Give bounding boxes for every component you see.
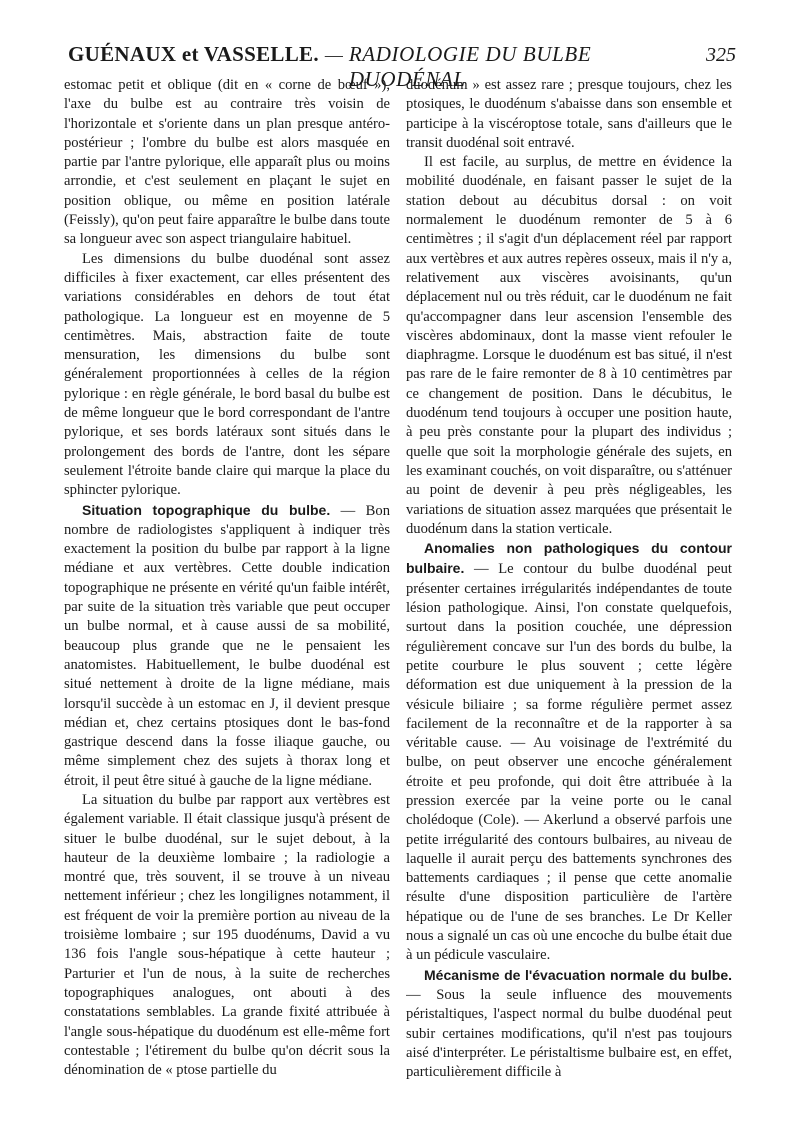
section-mecanisme: [406, 966, 732, 1083]
header-title: RADIOLOGIE DU BULBE DUODÉNAL: [348, 42, 592, 91]
paragraph: Il est facile, au surplus, de mettre en évidence la mobilité duodénale, en faisant passer le sujet de la station debout au décubitus dorsal : on voit normalement le duodénum remonter de 5 à 6 centimètres ; il s'agit d'un déplacement réel par rapport aux vertèbres et aux autres repères osseux, mais il n'y a, relativement aux viscères avoisinants, qu'un déplacement nul ou très réduit, car le duodénum ne fait qu'accompagner dans leur ascension l'ensemble des viscères abdominaux, dont la masse vient refouler le diaphragme. Lorsque le duodénum est bas situé, il n'est pas rare de le faire remonter de 8 à 10 centimètres par ce changement de position. Dans le décubitus, le duodénum tend toujours à occuper une position haute, à peu près constante pour la plupart des individus ; quelle que soit la morphologie générale des sujets, en les examinant couchés, on voit disparaître, ou s'atténuer au point de devenir à peu près négligeables, les variations de situation assez marquées que présentait le duodénum dans la station verticale.: [406, 154, 732, 537]
section-situation: [64, 501, 390, 791]
section-anomalies: [406, 539, 732, 966]
section-text: — Le contour du bulbe duodénal peut présenter certaines irrégularités indépendantes de toute lésion pathologique. Ainsi, l'on constate quelquefois, surtout dans la position couchée, une dépression régulièrement concave sur l'un des bords du bulbe, la petite courbure le plus souvent ; cette légère déformation est due uniquement à la pression de la vésicule biliaire ; sa forme régulière permet assez facilement de la reconnaître et de la rapporter à sa véritable cause. — Au voisinage de l'extrémité du bulbe, on peut observer une encoche généralement étroite et peu profonde, qui doit être attribuée à la pression exercée par la veine porte ou le canal cholédoque (Cole). — Akerlund a observé parfois une petite irrégularité des contours bulbaires, au niveau de laquelle il aurait perçu des battements synchrones des battements cardiaques ; il pense que cette anomalie résulte d'une disposition particulière de l'artère hépatique ou de l'une de ses branches. Le Dr Keller nous a signalé un cas où une encoche du bulbe était due à un pédicule vasculaire.: [406, 561, 732, 964]
section-title: Anomalies non pathologiques du contour bulbaire.: [406, 540, 732, 577]
paragraph: Les dimensions du bulbe duodénal sont assez difficiles à fixer exactement, car elles présentent des variations considérables en dehors de tout état pathologique. La longueur est en moyenne de 5 centimètres. Mais, abstraction faite de toute mensuration, les dimensions du bulbe sont généralement proportionnées à celles de la région pylorique : en règle générale, le bord basal du bulbe est de même longueur que le bord correspondant de l'antre pylorique, et ses bords latéraux sont situés dans le prolongement des bords de l'antre, dont les sépare seulement l'étroite bande claire qui marque la place du sphincter pylorique.: [64, 250, 390, 499]
paragraph: La situation du bulbe par rapport aux vertèbres est également variable. Il était classique jusqu'à présent de situer le bulbe duodénal, sur le sujet debout, à la hauteur de la deuxième lombaire ; la radiologie a montré que, très souvent, il se trouve à un niveau nettement inférieur ; chez les longilignes notamment, il est fréquent de voir la première portion au niveau de la troisième lombaire ; sur 195 duodénums, David a vu 136 fois l'angle sous-hépatique à cette hauteur ; Parturier et l'un de nous, à la suite de recherches topographiques analogues, ont abouti à des constatations semblables. La grande fixité attribuée à l'angle sous-hépatique du duodénum est elle-même fort contestable ; l'étirement du bulbe qu'on décrit sous la dénomination de « ptose partielle du: [64, 791, 390, 1079]
section-title: Situation topographique du bulbe.: [82, 501, 331, 518]
paragraph: duodénum » est assez rare ; presque toujours, chez les ptosiques, le duodénum s'abaisse dans son ensemble et participe à la viscéroptose totale, sans d'ailleurs que le transit duodénal soit entravé.: [406, 77, 732, 151]
page-number: 325: [706, 44, 736, 66]
section-title: Mécanisme de l'évacuation normale du bulbe.: [424, 966, 732, 983]
right-column: [406, 76, 732, 1136]
header-authors: GUÉNAUX et VASSELLE.: [68, 42, 319, 66]
left-column: [64, 76, 390, 1136]
paragraph: estomac petit et oblique (dit en « corne de bœuf »), l'axe du bulbe est au contraire très voisin de l'horizontale et s'oriente dans un plan presque antéro-postérieur ; l'ombre du bulbe est alors masquée en partie par l'antre pylorique, elle apparaît plus ou moins arrondie, et c'est seulement en plaçant le sujet en position oblique, ou même en position latérale (Feissly), qu'on peut faire apparaître le bulbe dans toute sa longueur avec son aspect triangulaire habituel.: [64, 77, 390, 248]
header-dash: —: [324, 45, 343, 65]
section-text: — Sous la seule influence des mouvements péristaltiques, l'aspect normal du bulbe duodénal peut subir certaines modifications, qu'il n'est pas toujours aisé d'interpréter. Le péristaltisme bulbaire est, en effet, particulièrement difficile à: [406, 986, 732, 1081]
section-text: — Bon nombre de radiologistes s'appliquent à indiquer très exactement la position du bulbe par rapport à la ligne médiane et aux vertèbres. Cette double indication topographique ne présente en vérité qu'un faible intérêt, par suite de la situation très variable que peut occuper un bulbe normal, et à cause aussi de sa mobilité, beaucoup plus grande que ne le pensaient les anatomistes. Habituellement, le bulbe duodénal est situé nettement à droite de la ligne médiane, mais lorsqu'il succède à un estomac en J, il devient presque médian et, chez certains ptosiques dont le bas-fond gastrique descend dans la fosse iliaque gauche, ou même simplement chez des sujets à thorax long et étroit, il peut être situé à gauche de la ligne médiane.: [64, 502, 390, 789]
